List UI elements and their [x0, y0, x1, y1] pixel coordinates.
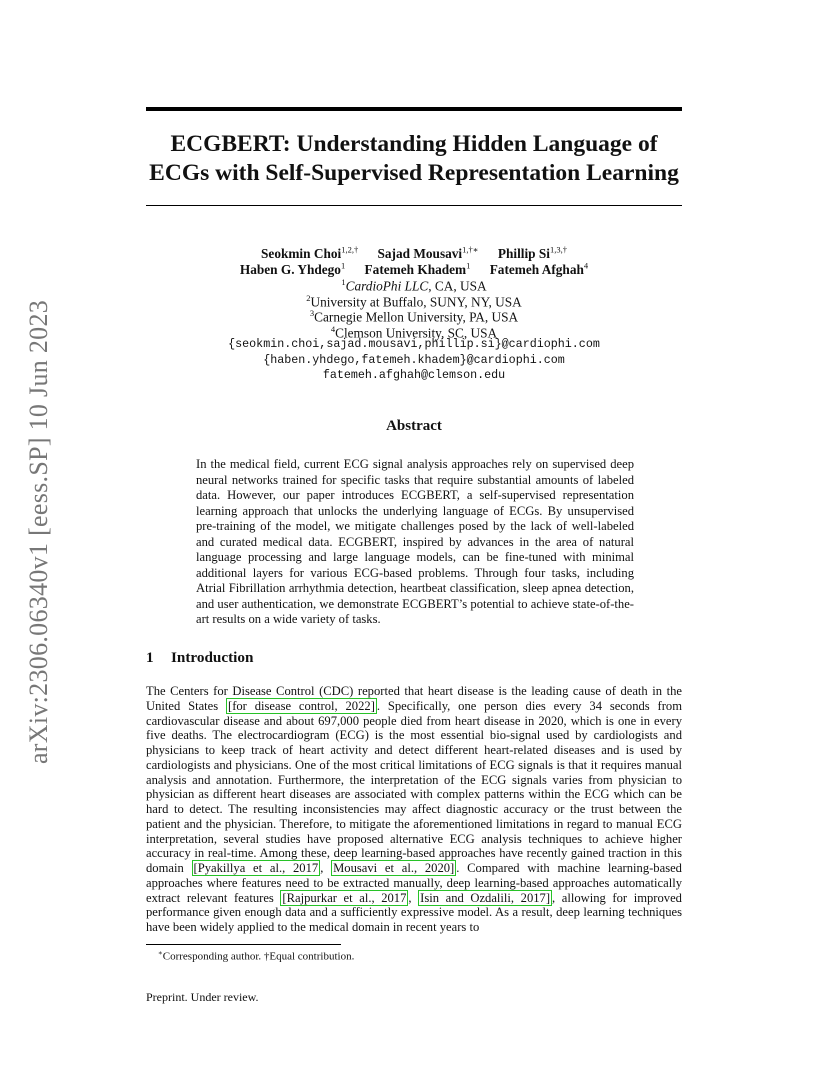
abstract-heading: Abstract: [386, 418, 442, 434]
email-line-2: {haben.yhdego,fatemeh.khadem}@cardiophi.com: [263, 352, 565, 367]
author-name: Haben G. Yhdego: [239, 262, 341, 278]
introduction-paragraph: The Centers for Disease Control (CDC) reported that heart disease is the leading cause of death in the United States [for disease control, 2022] . Specifically, one person dies every 34 seconds from cardiovascular disease and about 697,000 people died from heart disease in 2020, which is one in every five deaths. The electrocardiogram (ECG) is the most essential bio-signal used by cardiologists and physicians to keep track of heart activity and detect different heart-related diseases and is used by cardiologists and physicians. One of the most critical limitations of ECG signals is that it requires manual analysis and annotation. Furthermore, the interpretation of the ECG signals varies from physician to physician as different heart diseases are associated with complex patterns within the ECG which can be hard to detect. The resulting inconsistencies may affect diagnostic accuracy or the trust between the patient and the physician. Therefore, to mitigate the aforementioned limitations in regard to manual ECG interpretation, several studies have proposed alternative ECG analysis techniques to achieve higher accuracy in real-time. Among these, deep learning-based approaches have recently gained traction in this domain [Pyakillya et al., 2017 , Mousavi et al., 2020] . Compared with machine learning-based approaches where features need to be extracted manually, deep learning-based approaches automatically extract relevant features [Rajpurkar et al., 2017 , Isin and Ozdalili, 2017] , allowing for improved performance given enough data and a sufficiently expressive model. As a result, deep learning techniques have been widely applied to the medical domain in recent years to: [146, 684, 682, 934]
footnote: ∗Corresponding author. †Equal contribution.: [158, 949, 355, 963]
paper-title: [146, 130, 682, 188]
affiliation-name: CardioPhi LLC: [345, 278, 429, 294]
author-affil-mark: 1,2,†: [341, 245, 359, 255]
section-heading: [146, 649, 253, 667]
author-affil-mark: 4: [583, 261, 589, 271]
author-name: Seokmin Choi: [261, 246, 342, 262]
author-name: Fatemeh Khadem: [364, 262, 467, 278]
affiliation-name: Carnegie Mellon University, PA, USA: [314, 309, 519, 325]
section-number: 1: [146, 649, 154, 666]
affiliation-4: $^4$Clemson University, SC, USA: [330, 323, 498, 340]
citation-link[interactable]: [Rajpurkar et al., 2017: [282, 890, 407, 905]
author-name: Fatemeh Afghah: [489, 262, 584, 278]
section-title: Introduction: [171, 649, 254, 666]
author-name: Sajad Mousavi: [377, 246, 463, 262]
citation-link[interactable]: Mousavi et al., 2020]: [333, 861, 455, 875]
citation-link[interactable]: [for disease control, 2022]: [228, 698, 375, 713]
affiliation-3: $^3$Carnegie Mellon University, PA, USA: [309, 308, 519, 325]
arxiv-identifier-stamp: arXiv:2306.06340v1 [eess.SP] 10 Jun 2023: [24, 299, 53, 765]
citation-link[interactable]: Isin and Ozdalili, 2017]: [420, 890, 551, 905]
footnote-rule: [146, 944, 341, 945]
author-affil-mark: 1: [466, 261, 471, 271]
email-line-3: fatemeh.afghah@clemson.edu: [322, 368, 506, 382]
affiliation-name: University at Buffalo, SUNY, NY, USA: [310, 293, 522, 309]
author-affil-mark: 1,3,†: [549, 245, 567, 255]
citation-link[interactable]: [Pyakillya et al., 2017: [193, 861, 319, 875]
affiliation-1: $^1$CardioPhi LLC, CA, USA: [341, 277, 487, 294]
author-affil-mark: 1: [340, 261, 346, 271]
title-top-rule: [146, 107, 682, 111]
affiliation-2: $^2$University at Buffalo, SUNY, NY, USA: [306, 292, 522, 309]
title-bottom-rule: [146, 205, 682, 206]
preprint-notice: Preprint. Under review.: [146, 990, 259, 1004]
abstract-body: In the medical field, current ECG signal analysis approaches rely on supervised deep neural networks trained for specific tasks that require substantial amounts of labeled data. However, our paper introduces ECGBERT, a self-supervised representation learning approach that unlocks the underlying language of ECGs. By unsupervised pre-training of the model, we mitigate challenges posed by the lack of well-labeled and curated medical data. ECGBERT, inspired by advances in the area of natural language processing and large language models, can be fine-tuned with minimal additional layers for various ECG-based problems. Through four tasks, including Atrial Fibrillation arrhythmia detection, heartbeat classification, sleep apnea detection, and user authentication, we demonstrate ECGBERT’s potential to achieve state-of-the-art results on a wide variety of tasks.: [196, 457, 634, 627]
author-name: Phillip Si: [497, 246, 550, 262]
title-line-2: ECGs with Self-Supervised Representation Learning: [149, 160, 679, 186]
author-affil-mark: 1,†∗: [462, 245, 479, 255]
title-line-1: ECGBERT: Understanding Hidden Language of: [170, 131, 658, 157]
email-line-1: {seokmin.choi,sajad.mousavi,phillip.si}@cardiophi.com: [228, 337, 600, 351]
affiliation-name: Clemson University, SC, USA: [335, 324, 498, 340]
